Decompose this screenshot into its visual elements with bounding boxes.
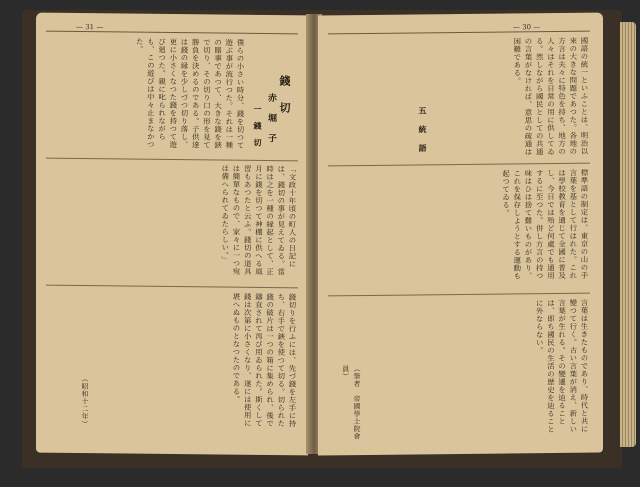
left-footnote: （昭和十二年） [81, 375, 89, 428]
right-text-top: 國語の統一といふことは、明治以來の大きな問題であつた。各地の方言は夫々に特色を持ち、地方の人々はそれを日常の用に供してゐる。然しながら國民としての共通の言葉がなければ、意思の疏通は困難である。 [512, 36, 589, 156]
right-divider-1 [328, 163, 590, 167]
article-author: 赤 堀 子 [266, 92, 276, 147]
page-edges [620, 22, 636, 447]
article-title: 錢 切 [278, 75, 291, 120]
right-footnote: （筆者 帝國學士院會員） [341, 365, 361, 441]
right-text-bottom: 言葉は生きたものであり、時代と共に變つて行く。古い言葉が消え、新しい言葉が生れる。その變遷を辿ることは、即ち國民の生活の歴史を辿ることに外ならない。 [535, 298, 589, 434]
right-header-rule [328, 31, 590, 35]
right-section-heading: 五 統 語 [418, 106, 428, 157]
right-page [318, 13, 603, 456]
right-folio: — 30 — [513, 23, 541, 32]
right-text-middle: 標準語の制定は、東京の山の手言葉を基として行はれた。これは學校教育を通じて全國に普及し、今日では殆ど何處でも通用するに至つた。併し方言の持つ味はひは捨て難いものがあり、これを保存しようとする運動も起つてゐる。 [501, 168, 589, 281]
left-text-top: 僕らの小さい時分、錢を切つて遊ぶ事が流行つた。それは一種の賭事であつて、大きな錢を鋏で切り、その切り口の形を見て勝負を決めるのである。子供達は錢の縁を少しづつ切り落し、更に小さくなつた錢を持つて遊び廻つた。親に叱られながらも、この遊びは中々止まなかつた。 [135, 37, 245, 150]
left-divider-2 [46, 285, 298, 289]
section-heading: 一 錢 切 [253, 104, 263, 150]
left-header-rule [46, 31, 298, 35]
right-divider-2 [328, 293, 590, 297]
left-text-bottom: 錢切りを行ふには、先づ錢を左手に持ち、右手で鋏を使つて切る。切られた錢の破片は一つの箱に集められ、後で鑄直されて再び用ゐられた。斯くして錢は次第に小さくなり、遂には使用に堪へぬものとなつたのである。 [231, 292, 297, 428]
left-page [36, 13, 308, 456]
left-text-middle: 「文政十年頃の町人の日記には、錢切の事が見えてゐる。當時は之を一種の縁起として、正月に錢を切つて神棚に供へる風習もあつたと云ふ。錢切の道具は簡單なもので、家々に一つ宛は備へられてゐたらしい。」 [220, 164, 297, 276]
left-folio: — 31 — [76, 22, 104, 32]
left-divider-1 [46, 158, 298, 162]
